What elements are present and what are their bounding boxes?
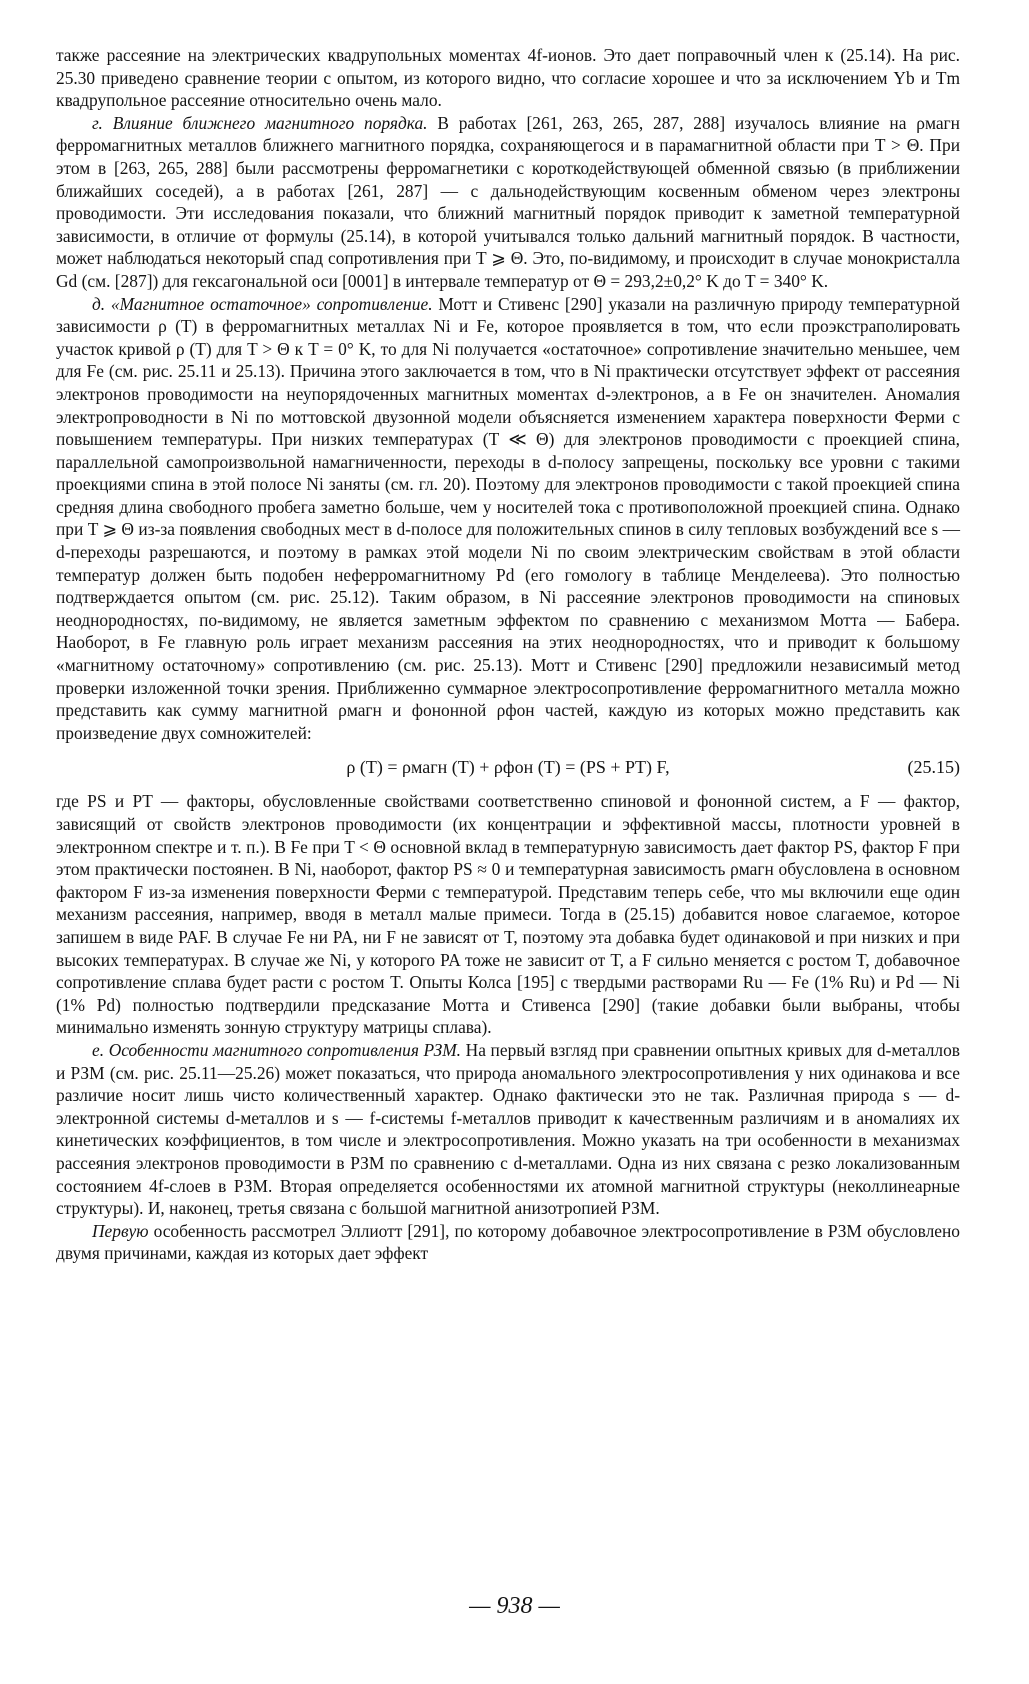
paragraph-section-g xyxy=(56,112,960,293)
first-feature-heading: Первую xyxy=(92,1220,149,1241)
section-body-d: Мотт и Стивенс [290] указали на различную природу температурной зависимости ρ (T) в ферромагнитных металлах Ni и Fe, которое проявляется в том, что если проэкстраполировать участок кривой ρ (T) для T > Θ к T = 0° K, то для Ni получается «остаточное» сопротивление значительно меньшее, чем для Fe (см. рис. 25.11 и 25.13). Причина этого заключается в том, что в Ni практически отсутствует эффект от рассеяния электронов проводимости на неупорядоченных магнитных моментах d-электронов, а в Fe он значителен. Аномалия электропроводности в Ni по моттовской двузонной модели объясняется изменением характера поверхности Ферми с повышением температуры. При низких температурах (T ≪ Θ) для электронов проводимости с проекцией спина, параллельной самопроизвольной намагниченности, переходы в d-полосу запрещены, поскольку все уровни с такими проекциями спина в этой полосе Ni заняты (см. гл. 20). Поэтому для электронов проводимости с такой проекцией спина средняя длина свободного пробега заметно больше, чем у носителей тока с противоположной проекцией спина. Однако при T ⩾ Θ из-за появления свободных мест в d-полосе для положительных спинов в силу тепловых возбуждений все s — d-переходы разрешаются, и поэтому в рамках этой модели Ni по своим электрическим свойствам в этой области температур должен быть подобен неферромагнитному Pd (его гомологу в таблице Менделеева). Это полностью подтверждается опытом (см. рис. 25.12). Таким образом, в Ni рассеяние электронов проводимости на спиновых неоднородностях, по-видимому, не является заметным эффектом по сравнению с механизмом Мотта — Бабера. Наоборот, в Fe главную роль играет механизм рассеяния на этих неоднородностях, что и приводит к большому «магнитному остаточному» сопротивлению (см. рис. 25.13). Мотт и Стивенс [290] предложили независимый метод проверки изложенной точки зрения. Приближенно суммарное электросопротивление ферромагнитного металла можно представить как сумму магнитной ρмагн и фононной ρфон частей, каждую из которых можно представить как произведение двух сомножителей: xyxy=(56,293,960,743)
paragraph-intro: также рассеяние на электрических квадрупольных моментах 4f-ионов. Это дает поправочный член к (25.14). На рис. 25.30 приведено сравнение теории с опытом, из которого видно, что согласие хорошее и что за исключением Yb и Tm квадрупольное рассеяние относительно очень мало. xyxy=(56,45,960,111)
page-text-block xyxy=(56,44,960,1265)
section-heading-e: е. Особенности магнитного сопротивления РЗМ. xyxy=(92,1039,462,1060)
section-heading-d: д. «Магнитное остаточное» сопротивление. xyxy=(92,293,433,314)
equation-formula: ρ (T) = ρмагн (T) + ρфон (T) = (PS + PT) F, xyxy=(346,757,670,778)
page-number: — 938 — xyxy=(469,1593,560,1619)
paragraph-section-e xyxy=(56,1039,960,1220)
section-body-g: В работах [261, 263, 265, 287, 288] изучалось влияние на ρмагн ферромагнитных металлов ближнего магнитного порядка, сохраняющегося и в парамагнитной области при T > Θ. При этом в [263, 265, 288] были рассмотрены ферромагнетики с короткодействующей обменной связью (в приближении ближайших соседей), а в работах [261, 287] — с дальнодействующим косвенным обменом через электроны проводимости. Эти исследования показали, что ближний магнитный порядок приводит к заметной температурной зависимости, в отличие от формулы (25.14), в которой учитывался только дальний магнитный порядок. В частности, может наблюдаться некоторый спад сопротивления при T ⩾ Θ. Это, по-видимому, и происходит в случае монокристалла Gd (см. [287]) для гексагональной оси [0001] в интервале температур от Θ = 293,2±0,2° K до T = 340° K. xyxy=(56,112,960,291)
section-heading-g: г. Влияние ближнего магнитного порядка. xyxy=(92,112,428,133)
paragraph-first-feature xyxy=(56,1220,960,1265)
first-feature-body: особенность рассмотрел Эллиотт [291], по которому добавочное электросопротивление в РЗМ обусловлено двумя причинами, каждая из которых дает эффект xyxy=(56,1220,960,1264)
paragraph-section-d xyxy=(56,293,960,745)
section-body-e: На первый взгляд при сравнении опытных кривых для d-металлов и РЗМ (см. рис. 25.11—25.26) может показаться, что природа аномального электросопротивления у них одинакова и все различие носит лишь чисто количественный характер. Однако фактически это не так. Различная природа s — d-электронной системы d-металлов и s — f-системы f-металлов приводит к качественным различиям и в аномалиях их кинетических коэффициентов, в том числе и электросопротивления. Можно указать на три особенности в механизмах рассеяния электронов проводимости в РЗМ по сравнению с d-металлами. Одна из них связана с резко локализованным состоянием 4f-слоев в РЗМ. Вторая определяется особенностями их атомной магнитной структуры (неколлинеарные структуры). И, наконец, третья связана с большой магнитной анизотропией РЗМ. xyxy=(56,1039,961,1219)
paragraph-equation-explanation: где PS и PT — факторы, обусловленные свойствами соответственно спиновой и фононной систем, а F — фактор, зависящий от свойств электронов проводимости (их концентрации и эффективной массы, плотности уровней в электронном спектре и т. п.). В Fe при T < Θ основной вклад в температурную зависимость дает фактор PS, фактор F при этом практически постоянен. В Ni, наоборот, фактор PS ≈ 0 и температурная зависимость ρмагн обусловлена в основном фактором F из-за изменения поверхности Ферми с температурой. Представим теперь себе, что мы включили еще один механизм рассеяния, например, вводя в металл малые примеси. Тогда в (25.15) добавится новое слагаемое, которое запишем в виде PAF. В случае Fe ни PA, ни F не зависят от T, поэтому эта добавка будет одинаковой и при низких и при высоких температурах. В случае же Ni, у которого PA тоже не зависит от T, а F сильно меняется с ростом T, добавочное сопротивление сплава будет расти с ростом T. Опыты Колса [195] с твердыми растворами Ru — Fe (1% Ru) и Pd — Ni (1% Pd) полностью подтвердили предсказание Мотта и Стивенса [290] (такие добавки были выбраны, чтобы минимально изменять зонную структуру матрицы сплава). xyxy=(56,791,960,1038)
equation-number: (25.15) xyxy=(907,757,960,778)
equation-25-15 xyxy=(56,744,960,790)
